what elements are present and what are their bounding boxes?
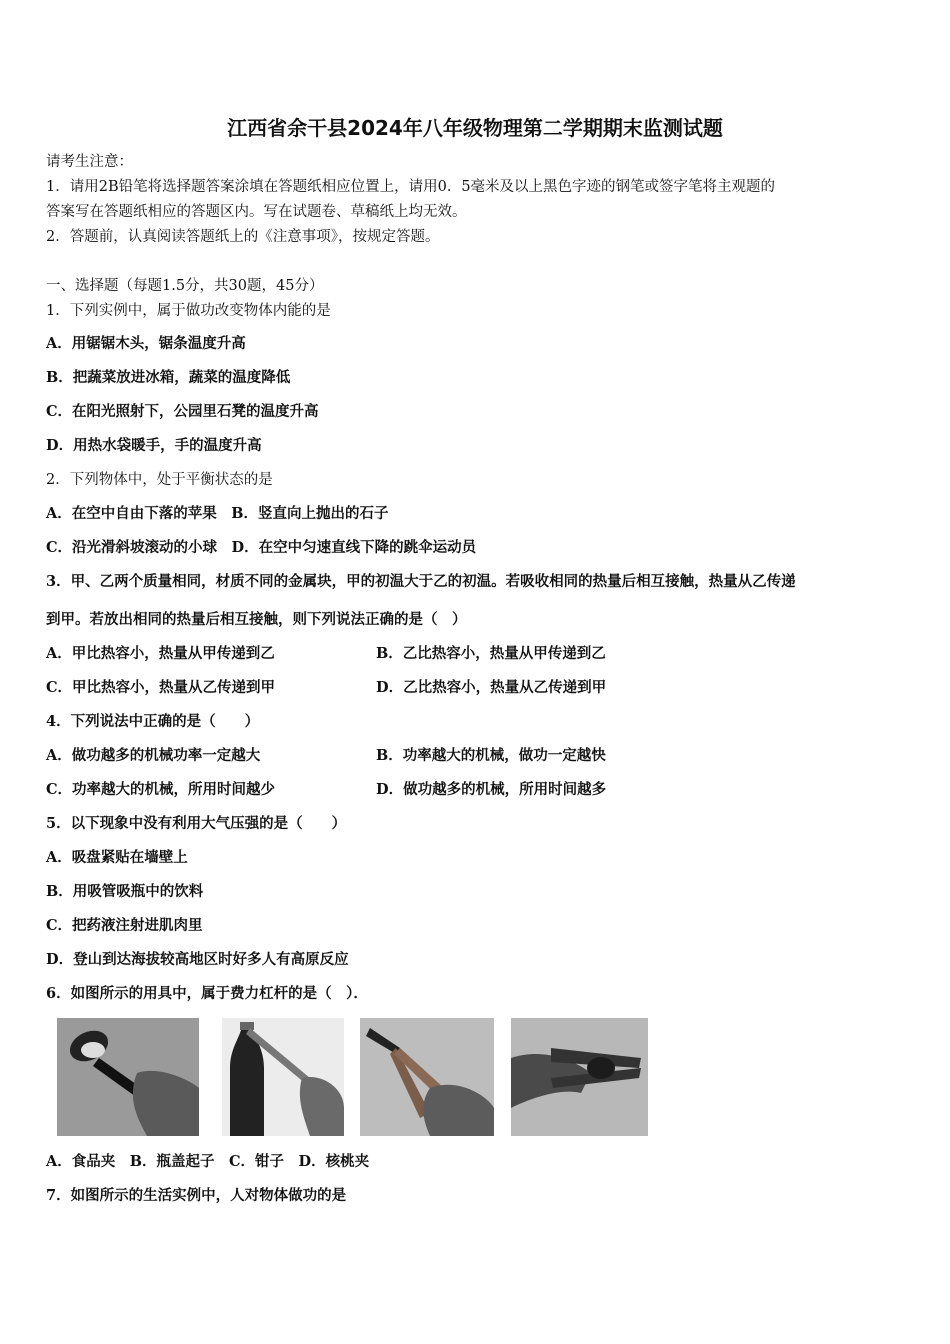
q1-option-a: A．用锯锯木头，锯条温度升高 <box>46 335 246 352</box>
q4-stem: 4．下列说法中正确的是（ ） <box>46 713 260 730</box>
q1-option-d: D．用热水袋暖手，手的温度升高 <box>46 437 262 454</box>
q4-option-a: A．做功越多的机械功率一定越大 <box>46 747 261 764</box>
notice-item-2: 2．答题前，认真阅读答题纸上的《注意事项》，按规定答题。 <box>46 229 440 245</box>
q6-options: A．食品夹 B．瓶盖起子 C．钳子 D．核桃夹 <box>46 1153 370 1170</box>
q7-stem: 7．如图所示的生活实例中，人对物体做功的是 <box>46 1187 347 1204</box>
page-title: 江西省余干县2024年八年级物理第二学期期末监测试题 <box>227 116 723 140</box>
q3-row-ab <box>46 644 606 664</box>
q2-stem: 2．下列物体中，处于平衡状态的是 <box>46 472 273 488</box>
q5-option-b: B．用吸管吸瓶中的饮料 <box>46 883 204 900</box>
q3-stem-line2: 到甲。若放出相同的热量后相互接触，则下列说法正确的是（ ） <box>46 611 467 628</box>
nutcracker-image <box>511 1018 648 1136</box>
q4-option-c: C．功率越大的机械，所用时间越少 <box>46 781 276 798</box>
q4-option-d: D．做功越多的机械，所用时间越多 <box>376 781 607 798</box>
q2-options-cd: C．沿光滑斜坡滚动的小球 D．在空中匀速直线下降的跳伞运动员 <box>46 539 477 556</box>
q5-stem: 5．以下现象中没有利用大气压强的是（ ） <box>46 815 347 832</box>
q4-row-cd <box>46 780 607 800</box>
q6-stem: 6．如图所示的用具中，属于费力杠杆的是（ ）． <box>46 985 368 1002</box>
q3-option-b: B．乙比热容小，热量从甲传递到乙 <box>376 645 606 662</box>
q1-option-c: C．在阳光照射下，公园里石凳的温度升高 <box>46 403 319 420</box>
q3-stem-line1: 3．甲、乙两个质量相同，材质不同的金属块，甲的初温大于乙的初温。若吸收相同的热量后相互接触，热量从乙传递 <box>46 573 796 590</box>
q5-option-d: D．登山到达海拔较高地区时好多人有高原反应 <box>46 951 349 968</box>
section-heading: 一、选择题（每题1.5分，共30题，45分） <box>46 278 324 294</box>
notice-item-1a: 1．请用2B铅笔将选择题答案涂填在答题纸相应位置上，请用0．5毫米及以上黑色字迹的钢笔或签字笔将主观题的 <box>46 179 776 195</box>
q2-options-ab: A．在空中自由下落的苹果 B．竖直向上抛出的石子 <box>46 505 389 522</box>
q5-option-c: C．把药液注射进肌肉里 <box>46 917 203 934</box>
q1-option-b: B．把蔬菜放进冰箱，蔬菜的温度降低 <box>46 369 291 386</box>
bottle-opener-image <box>222 1018 344 1136</box>
notice-heading: 请考生注意： <box>46 154 133 170</box>
q3-row-cd <box>46 678 607 698</box>
q1-stem: 1．下列实例中，属于做功改变物体内能的是 <box>46 303 331 319</box>
q3-option-a: A．甲比热容小，热量从甲传递到乙 <box>46 645 275 662</box>
pliers-image <box>360 1018 494 1136</box>
q3-option-c: C．甲比热容小，热量从乙传递到甲 <box>46 679 276 696</box>
q4-option-b: B．功率越大的机械，做功一定越快 <box>376 747 606 764</box>
food-tongs-image <box>57 1018 199 1136</box>
q3-option-d: D．乙比热容小，热量从乙传递到甲 <box>376 679 607 696</box>
notice-item-1b: 答案写在答题纸相应的答题区内。写在试题卷、草稿纸上均无效。 <box>46 204 467 220</box>
q5-option-a: A．吸盘紧贴在墙壁上 <box>46 849 188 866</box>
q4-row-ab <box>46 746 606 766</box>
